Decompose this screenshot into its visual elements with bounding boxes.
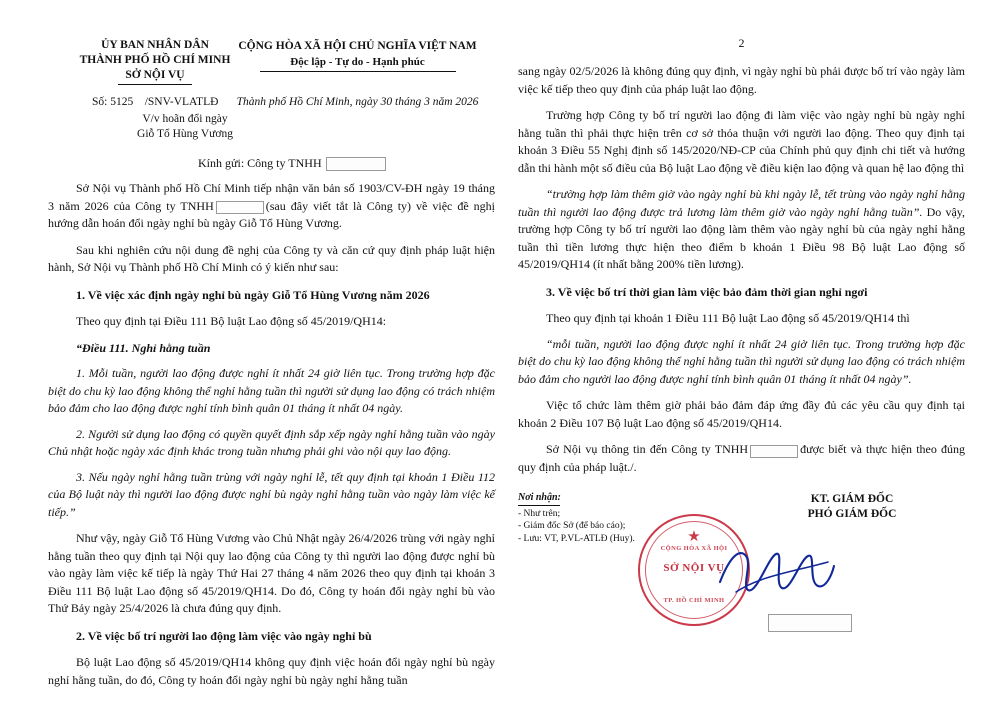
- subject-line-1: V/v hoãn đổi ngày: [142, 113, 228, 125]
- paragraph-overtime-rules: Trường hợp Công ty bố trí người lao động đi làm việc vào ngày nghỉ bù ngày nghỉ hằng tuần thì phải thực hiện trên cơ sở thỏa thuận với người lao động. Theo quy định tại khoản 3 Điều 55 Nghị định số 145/2020/NĐ-CP của Chính phủ quy định chi tiết và hướng dẫn thi hành một số điều của Bộ luật Lao động về điều kiện lao động và quan hệ lao động thì: [518, 108, 965, 175]
- right-column-body: [518, 63, 965, 476]
- official-seal-stamp: [638, 514, 750, 626]
- place-date: Thành phố Hồ Chí Minh, ngày 30 tháng 3 năm 2026: [236, 96, 479, 108]
- subject-line-2: Giỗ Tổ Hùng Vương: [137, 128, 233, 140]
- agency-line-2: THÀNH PHỐ HỒ CHÍ MINH: [79, 54, 231, 66]
- paragraph-intro-1-text-after: (sau đây viết tắt là Công ty) về việc đề nghị hướng dẫn hoán đổi ngày nghỉ bù ngày Giỗ Tổ Hùng Vương.: [48, 198, 495, 230]
- page-number: 2: [738, 36, 745, 50]
- seal-center-text: SỞ NỘI VỤ: [663, 562, 725, 574]
- paragraph-intro-1: [48, 180, 495, 233]
- agency-line-3: SỞ NỘI VỤ: [125, 69, 185, 81]
- paragraph-section2-open: Bộ luật Lao động số 45/2019/QH14 không quy định việc hoán đổi ngày nghỉ bù ngày nghỉ hằng tuần, do đó, Công ty hoán đổi ngày nghỉ bù ngày nghỉ hằng tuần: [48, 655, 495, 687]
- issuing-agency: [66, 38, 244, 85]
- paragraph-overtime-quote: [518, 186, 965, 274]
- signer-title-line-2: PHÓ GIÁM ĐỐC: [807, 508, 897, 520]
- seal-arc-bottom-text: TP. HỒ CHÍ MINH: [663, 597, 725, 604]
- redacted-company-closing-box: [750, 445, 798, 458]
- quote-clause-1: 1. Mỗi tuần, người lao động được nghỉ ít nhất 24 giờ liên tục. Trong trường hợp đặc biệt do chu kỳ lao động không thể nghỉ hằng tuần thì người sử dụng lao động có trách nhiệm bảo đảm cho lao động được nghỉ tính bình quân 01 tháng ít nhất 04 ngày.: [48, 366, 495, 415]
- agency-underline: [118, 84, 192, 85]
- quote-clause-3: 3. Nếu ngày nghỉ hằng tuần trùng với ngày nghỉ lễ, tết quy định tại khoản 1 Điều 112 của Bộ luật này thì người lao động được nghỉ bù ngày nghỉ hằng tuần vào ngày làm việc kế tiếp.”: [48, 469, 495, 519]
- subject-line: [100, 112, 270, 142]
- paragraph-conclusion-1: Như vậy, ngày Giỗ Tổ Hùng Vương vào Chủ Nhật ngày 26/4/2026 trùng với ngày nghỉ hằng tuần theo quy định tại Nội quy lao động của Công ty thì người lao động được nghỉ bù vào ngày làm việc kế tiếp là ngày Thứ Hai 27 tháng 4 năm 2026 theo quy định tại khoản 3 Điều 111 Bộ luật Lao động số 45/2019/QH14. Do đó, Công ty hoán đổi ngày nghỉ bù vào Thứ Bảy ngày 25/4/2026 là chưa đúng quy định.: [48, 531, 495, 615]
- paragraph-overtime-quote-after: Do vậy, trường hợp Công ty bố trí người lao động làm thêm vào ngày nghỉ bù của ngày nghỉ hằng tuần thì tiền lương thực hiện theo điểm b khoản 1 Điều 98 Bộ luật Lao động số 45/2019/QH14 (ít nhất bằng 200% tiền lương).: [518, 204, 965, 271]
- section-heading-1: 1. Về việc xác định ngày nghỉ bù ngày Giỗ Tổ Hùng Vương năm 2026: [76, 287, 430, 302]
- right-column: [518, 0, 965, 642]
- signer-title: [747, 492, 957, 522]
- paragraph-closing: [518, 441, 965, 476]
- paragraph-overtime-quote-italic: “trường hợp làm thêm giờ vào ngày nghỉ bù khi ngày lễ, tết trùng vào ngày nghỉ hằng tuần thì người lao động được trả lương làm thêm giờ vào ngày nghỉ hằng tuần”.: [518, 187, 965, 219]
- left-column: [48, 0, 495, 689]
- signer-title-line-1: KT. GIÁM ĐỐC: [810, 493, 894, 505]
- document-header: [48, 38, 495, 140]
- document-number-label: Số: 5125: [92, 96, 134, 108]
- national-underline: [260, 71, 456, 72]
- redacted-signer-name-box: [768, 614, 852, 632]
- recipients-list: [518, 492, 635, 545]
- national-line-2: Độc lập - Tự do - Hạnh phúc: [290, 56, 425, 68]
- recipient-line: [198, 156, 495, 171]
- document-number-suffix: /SNV-VLATLĐ: [144, 96, 219, 108]
- agency-line-1: ỦY BAN NHÂN DÂN: [101, 39, 209, 51]
- seal-arc-top-text: CỘNG HÒA XÃ HỘI: [660, 545, 728, 552]
- quote-rest-clause: “mỗi tuần, người lao động được nghỉ ít nhất 24 giờ liên tục. Trong trường hợp đặc biệt do chu kỳ lao động không thể nghỉ hằng tuần thì người sử dụng lao động có trách nhiệm bảo đảm cho người lao động được nghỉ tính bình quân 01 tháng ít nhất 04 ngày”.: [518, 336, 965, 386]
- signature-block: [518, 492, 965, 642]
- paragraph-closing-after: được biết và thực hiện theo đúng quy định của pháp luật./.: [518, 442, 966, 474]
- redacted-company-name-box: [326, 157, 386, 171]
- national-line-1: CỘNG HÒA XÃ HỘI CHỦ NGHĨA VIỆT NAM: [238, 40, 477, 52]
- redacted-company-inline-box: [216, 201, 264, 214]
- recipient-label: Kính gửi: Công ty TNHH: [198, 156, 322, 170]
- paragraph-intro-1-text: Sở Nội vụ Thành phố Hồ Chí Minh tiếp nhận văn bản số 1903/CV-ĐH ngày 19 tháng 3 năm 2026 của Công ty TNHH: [48, 181, 495, 213]
- quote-clause-2: 2. Người sử dụng lao động có quyền quyết định sắp xếp ngày nghỉ hằng tuần vào ngày Chủ nhật hoặc ngày xác định khác trong tuần nhưng phải ghi vào nội quy lao động.: [48, 426, 495, 458]
- quote-article-title: “Điều 111. Nghỉ hằng tuần: [76, 340, 211, 355]
- section-heading-3: 3. Về việc bố trí thời gian làm việc bảo đảm thời gian nghỉ ngơi: [546, 284, 868, 299]
- recipients-title: Nơi nhận:: [518, 492, 561, 503]
- national-heading: [220, 38, 495, 72]
- paragraph-law-ref-111: Theo quy định tại Điều 111 Bộ luật Lao động số 45/2019/QH14:: [76, 314, 387, 328]
- document-number: [92, 96, 218, 108]
- recipient-item: - Như trên;: [518, 508, 561, 519]
- recipient-item: - Giám đốc Sở (để báo cáo);: [518, 521, 626, 531]
- paragraph-closing-before: Sở Nội vụ thông tin đến Công ty TNHH: [546, 442, 749, 456]
- paragraph-continued: sang ngày 02/5/2026 là không đúng quy định, vì ngày nghỉ bù phải được bố trí vào ngày làm việc kế tiếp theo quy định của pháp luật lao động.: [518, 64, 965, 96]
- paragraph-overtime-conditions: Việc tổ chức làm thêm giờ phải bảo đảm đáp ứng đầy đủ các yêu cầu quy định tại khoản 2 Điều 107 Bộ luật Lao động số 45/2019/QH14.: [518, 398, 965, 430]
- paragraph-rest-intro: Theo quy định tại khoản 1 Điều 111 Bộ luật Lao động số 45/2019/QH14 thì: [546, 311, 910, 325]
- recipients-underline: [518, 505, 560, 506]
- paragraph-intro-2: Sau khi nghiên cứu nội dung đề nghị của Công ty và căn cứ quy định pháp luật hiện hành, Sở Nội vụ Thành phố Hồ Chí Minh có ý kiến như sau:: [48, 242, 495, 274]
- seal-star-icon: ★: [687, 529, 701, 545]
- section-heading-2: 2. Về việc bố trí người lao động làm việc vào ngày nghỉ bù: [76, 628, 372, 643]
- recipient-item: - Lưu: VT, P.VL-ATLĐ (Huy).: [518, 533, 635, 544]
